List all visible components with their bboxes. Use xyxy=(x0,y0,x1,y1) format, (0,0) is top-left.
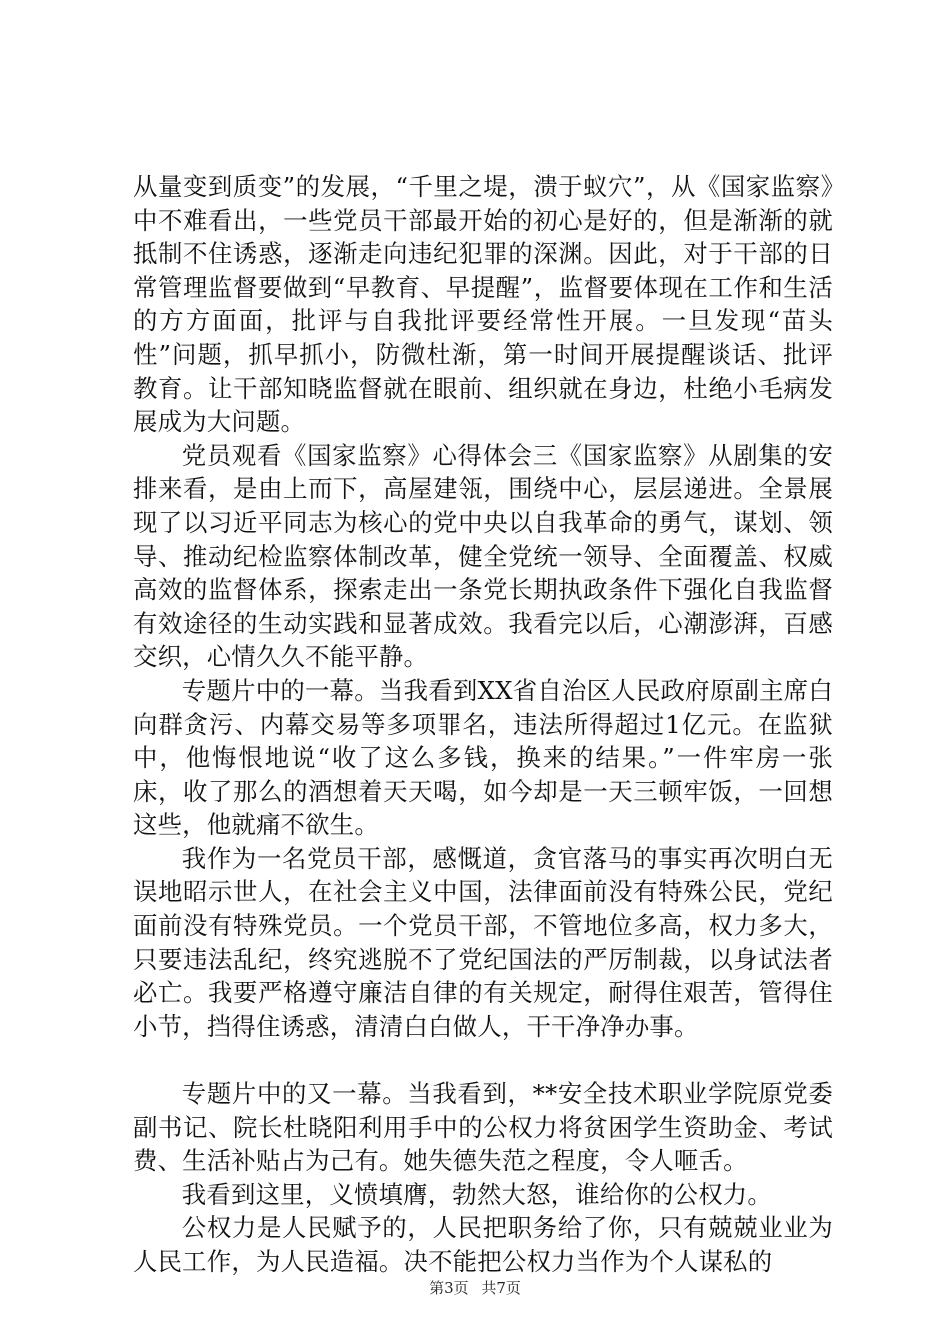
paragraph-reflection: 我作为一名党员干部，感慨道，贪官落马的事实再次明白无误地昭示世人，在社会主义中国，法律面前没有特殊公民，党纪面前没有特殊党员。一个党员干部，不管地位多高，权力多大，只要违法乱纪，终究逃脱不了党纪国法的严厉制裁，以身试法者必亡。我要严格遵守廉洁自律的有关规定，耐得住艰苦，管得住小节，挡得住诱惑，清清白白做人，干干净净办事。 xyxy=(133,843,833,1041)
page-number: 第3页 xyxy=(429,1279,469,1297)
paragraph-first-scene: 专题片中的一幕。当我看到XX省自治区人民政府原副主席白向群贪污、内幕交易等多项罪名，违法所得超过1亿元。在监狱中，他悔恨地说“收了这么多钱，换来的结果。”一件牢房一张床，收了那么的酒想着天天喝，如今却是一天三顿牢饭，一回想这些，他就痛不欲生。 xyxy=(133,675,833,840)
paragraph-continuation: 从量变到质变”的发展，“千里之堤，溃于蚁穴”，从《国家监察》中不难看出，一些党员干部最开始的初心是好的，但是渐渐的就抵制不住诱惑，逐渐走向违纪犯罪的深渊。因此，对于干部的日常管理监督要做到“早教育、早提醒”，监督要体现在工作和生活的方方面面，批评与自我批评要经常性开展。一旦发现“苗头性”问题，抓早抓小，防微杜渐，第一时间开展提醒谈话、批评教育。让干部知晓监督就在眼前、组织就在身边，杜绝小毛病发展成为大问题。 xyxy=(133,172,833,437)
paragraph-public-power: 公权力是人民赋予的，人民把职务给了你，只有兢兢业业为人民工作，为人民造福。决不能把公权力当作为个人谋私的 xyxy=(133,1213,833,1276)
document-body xyxy=(133,170,833,1279)
page-footer xyxy=(0,1278,950,1298)
paragraph-experience-three: 党员观看《国家监察》心得体会三《国家监察》从剧集的安排来看，是由上而下，高屋建瓴，围绕中心，层层递进。全景展现了以习近平同志为核心的党中央以自我革命的勇气，谋划、领导、推动纪检监察体制改革，健全党统一领导、全面覆盖、权威高效的监督体系，探索走出一条党长期执政条件下强化自我监督有效途径的生动实践和显著成效。我看完以后，心潮澎湃，百感交织，心情久久不能平静。 xyxy=(133,440,833,672)
paragraph-indignation: 我看到这里，义愤填膺，勃然大怒，谁给你的公权力。 xyxy=(181,1179,772,1209)
paragraph-second-scene: 专题片中的又一幕。当我看到，**安全技术职业学院原党委副书记、院长杜晓阳利用手中的公权力将贫困学生资助金、考试费、生活补贴占为己有。她失德失范之程度，令人咂舌。 xyxy=(133,1079,833,1176)
page-total: 共7页 xyxy=(481,1279,521,1297)
